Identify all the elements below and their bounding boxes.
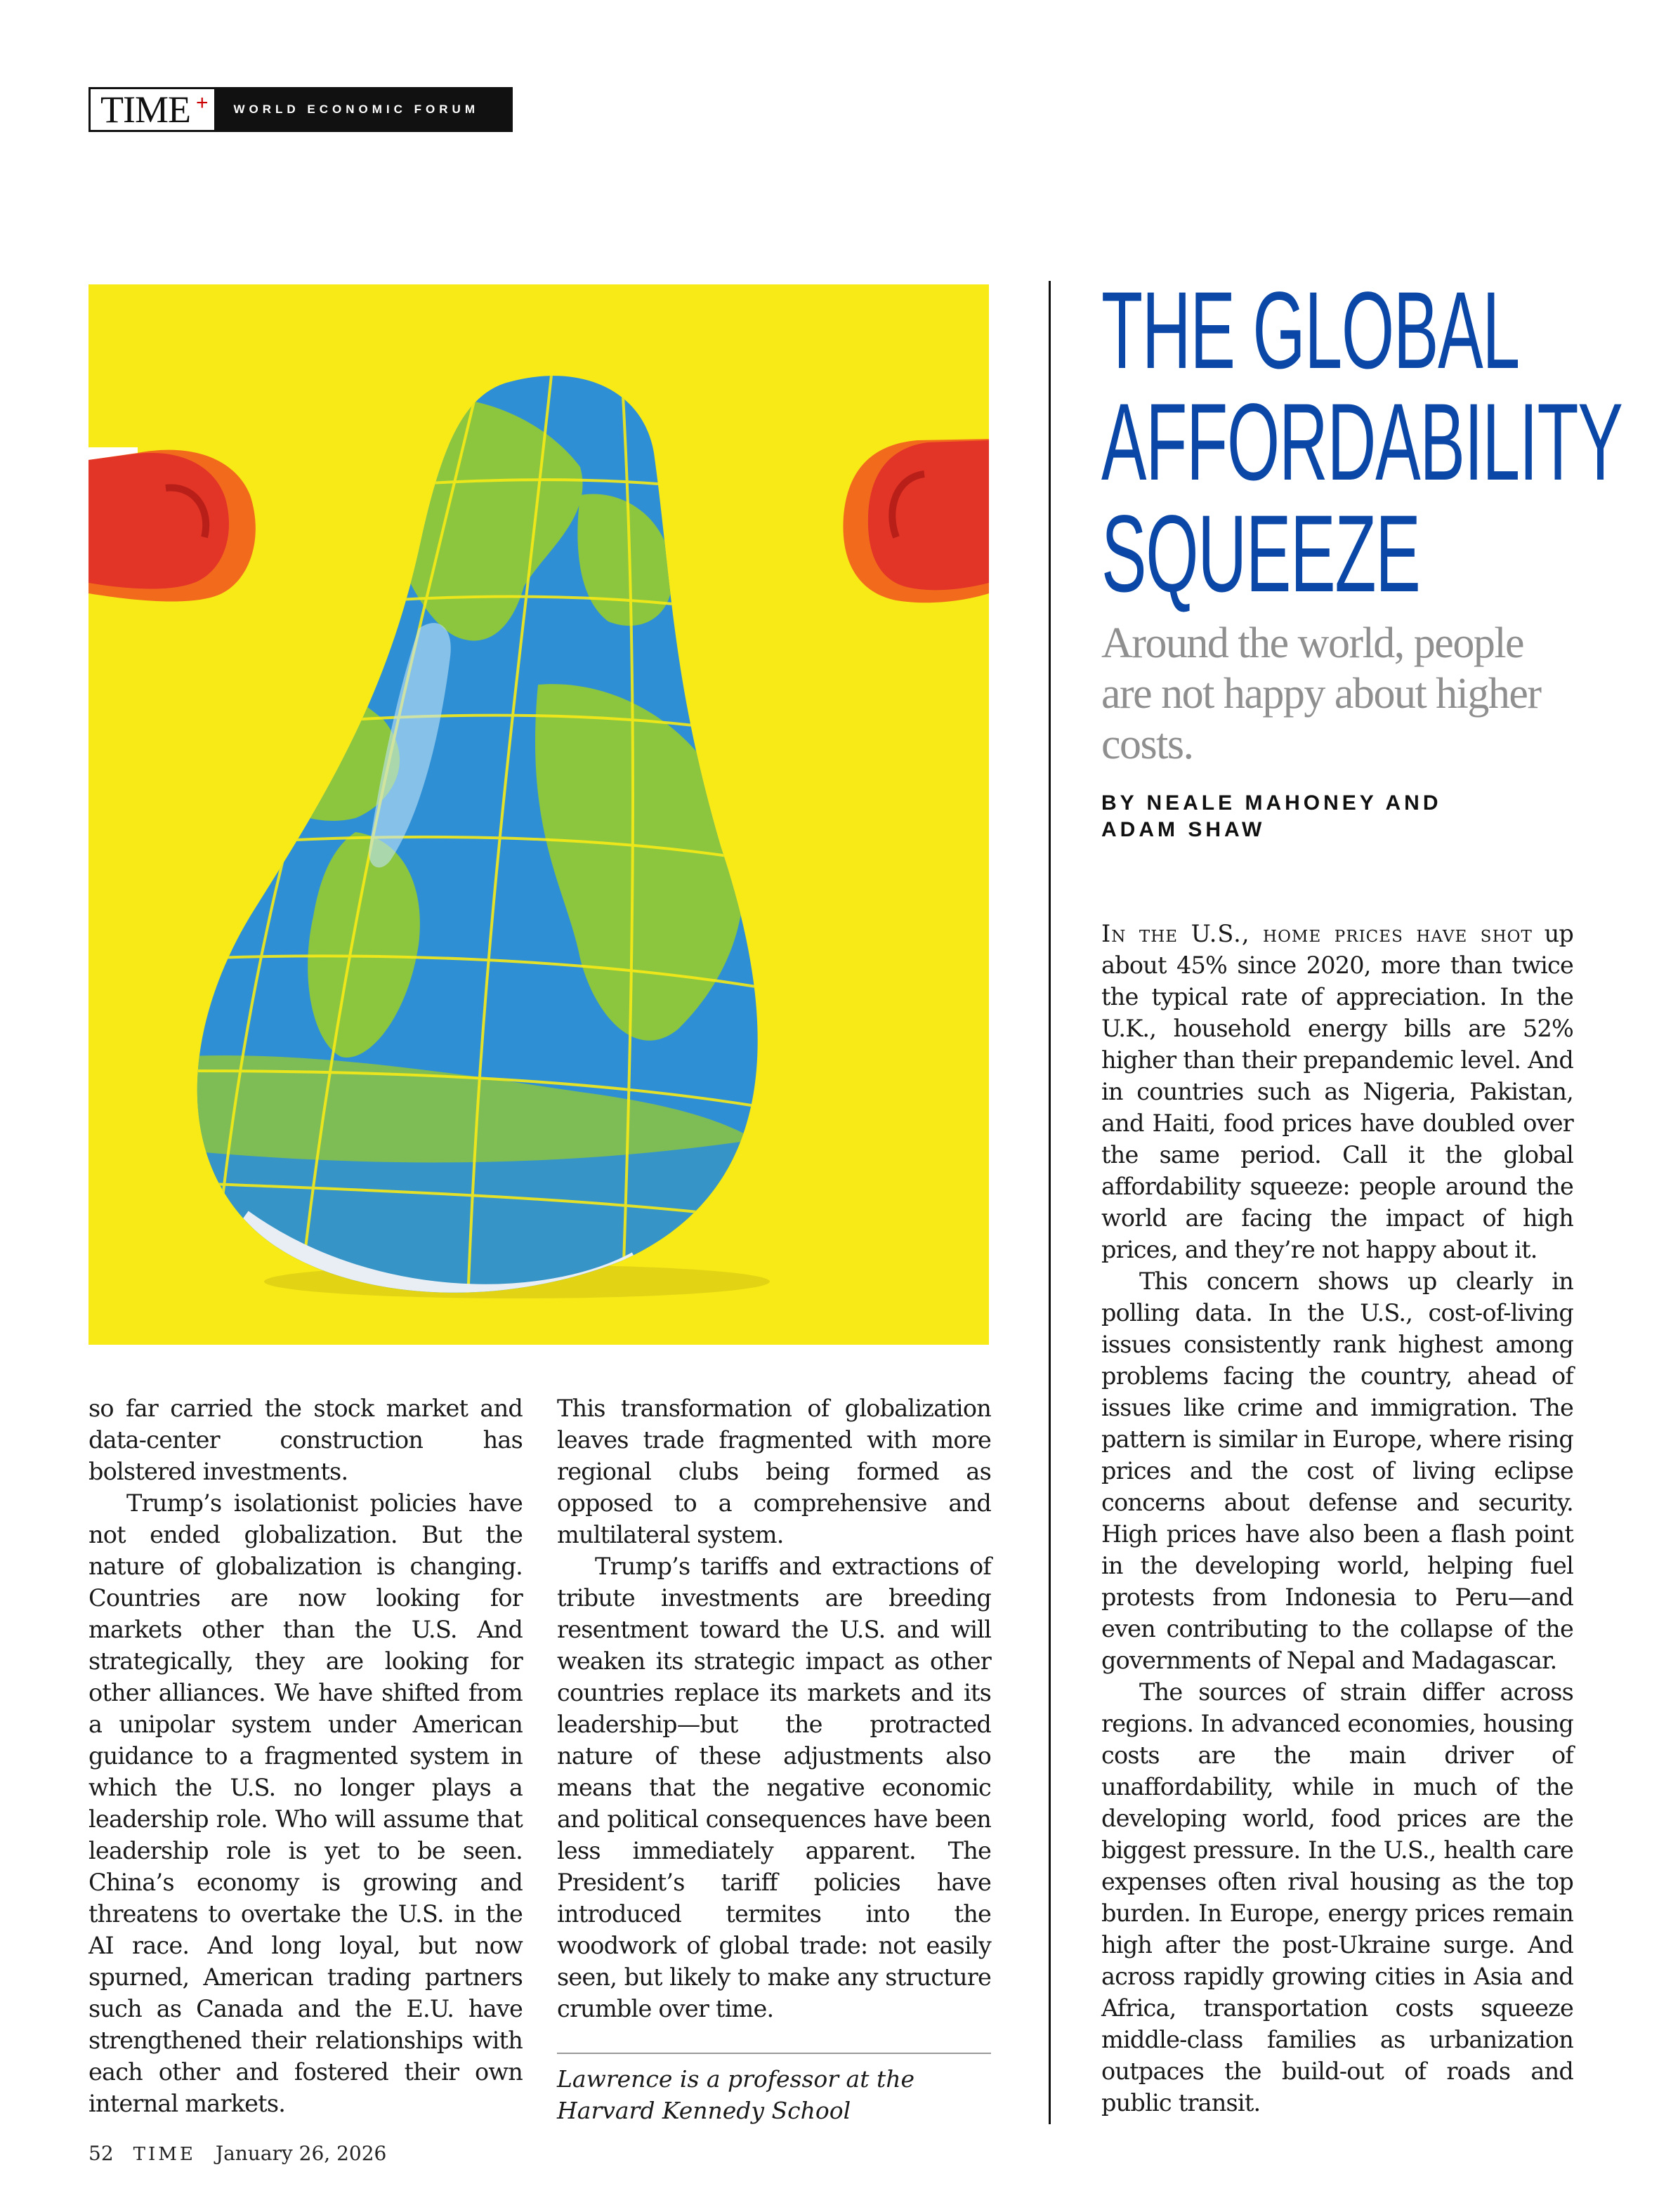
right-glove-icon (843, 439, 989, 603)
folio-magazine: TIME (133, 2144, 196, 2165)
byline-line-1: BY NEALE MAHONEY AND (1101, 791, 1442, 815)
headline-line-1: THE GLOBAL (1101, 270, 1519, 392)
article-headline (1101, 270, 1622, 615)
globe-punching-bag-icon (88, 284, 989, 1345)
byline-line-2: ADAM SHAW (1101, 818, 1266, 841)
author-bio: Lawrence is a professor at the Harvard Kennedy School (557, 2065, 915, 2124)
logo-plus: + (195, 91, 209, 114)
previous-article-column-1 (88, 1393, 523, 2119)
left-glove-icon (88, 447, 256, 602)
body-paragraph-3: The sources of strain differ across regions. In advanced economies, housing costs are the main driver of unaffordability, while in much of the developing world, food prices are the biggest pressure. In the U.S., health care expenses often rival housing as the top burden. In Europe, energy prices remain high after the post-Ukraine surge. And across rapidly growing cities in Asia and Africa, transportation costs squeeze middle-class families as urbanization outpaces the build-out of roads and public transit. (1101, 1678, 1573, 2116)
issue-date: January 26, 2026 (215, 2142, 387, 2165)
headline-line-3: SQUEEZE (1101, 493, 1420, 615)
logo-section-label: WORLD ECONOMIC FORUM (214, 89, 511, 130)
column-divider (1049, 281, 1051, 2124)
page-number: 52 (88, 2142, 114, 2165)
body-paragraph-1 (1101, 918, 1573, 1265)
article-body-column (1101, 918, 1573, 2119)
article-byline (1101, 790, 1551, 843)
bio-divider (557, 2053, 991, 2054)
prev-paragraph-4: Trump’s tariffs and extractions of tribute investments are breeding resentment toward the U.S. and will weaken its strategic impact as other countries replace its markets and its leadership—but the protracted nature of these adjustments also means that the negative economic and political consequences have been less immediately apparent. The President’s tariff policies have introduced termites into the woodwork of global trade: not easily seen, but likely to make any structure crumble over time. (557, 1553, 991, 2022)
body-paragraph-2: This concern shows up clearly in polling data. In the U.S., cost-of-living issues consistently rank highest among problems facing the country, ahead of issues like crime and immigration. The pattern is similar in Europe, where rising prices and the cost of living eclipse concerns about defense and security. High prices have also been a flash point in the developing world, helping fuel protests from Indonesia to Peru—and even contributing to the collapse of the governments of Nepal and Madagascar. (1101, 1268, 1573, 1674)
prev-paragraph-1: so far carried the stock market and data-center construction has bolstered investments. (88, 1395, 523, 1485)
article-dek: Around the world, people are not happy about higher costs. (1101, 619, 1541, 768)
lead-in: In the U.S., home prices have shot (1101, 920, 1533, 947)
headline-line-2: AFFORDABILITY (1101, 381, 1622, 503)
page-folio (88, 2142, 386, 2165)
logo-time: TIME (100, 88, 190, 131)
paragraph-text: up about 45% since 2020, more than twice the typical rate of appreciation. In the U.K., household energy bills are 52% higher than their prepandemic level. And in countries such as Nigeria, Pakistan, and Haiti, food prices have doubled over the same period. Call it the global affordability squeeze: people around the world are facing the impact of high prices, and they’re not happy about it. (1101, 920, 1573, 1263)
prev-paragraph-2: Trump’s isolationist policies have not ended globalization. But the nature of globalization is changing. Countries are now looking for markets other than the U.S. And strategically, they are looking for other alliances. We have shifted from a unipolar system under American guidance to a fragmented system in which the U.S. no longer plays a leadership role. Who will assume that leadership role is yet to be seen. China’s economy is growing and threatens to overtake the U.S. in the AI race. And long loyal, but now spurned, American trading partners such as Canada and the E.U. have strengthened their relationships with each other and fostered their own internal markets. (88, 1489, 523, 2117)
prev-paragraph-3: This transformation of globalization leaves trade fragmented with more regional clubs being formed as opposed to a comprehensive and multilateral system. (557, 1395, 991, 1548)
magazine-logo (88, 87, 513, 132)
previous-article-column-2 (557, 1393, 991, 2025)
article-illustration (88, 284, 989, 1345)
